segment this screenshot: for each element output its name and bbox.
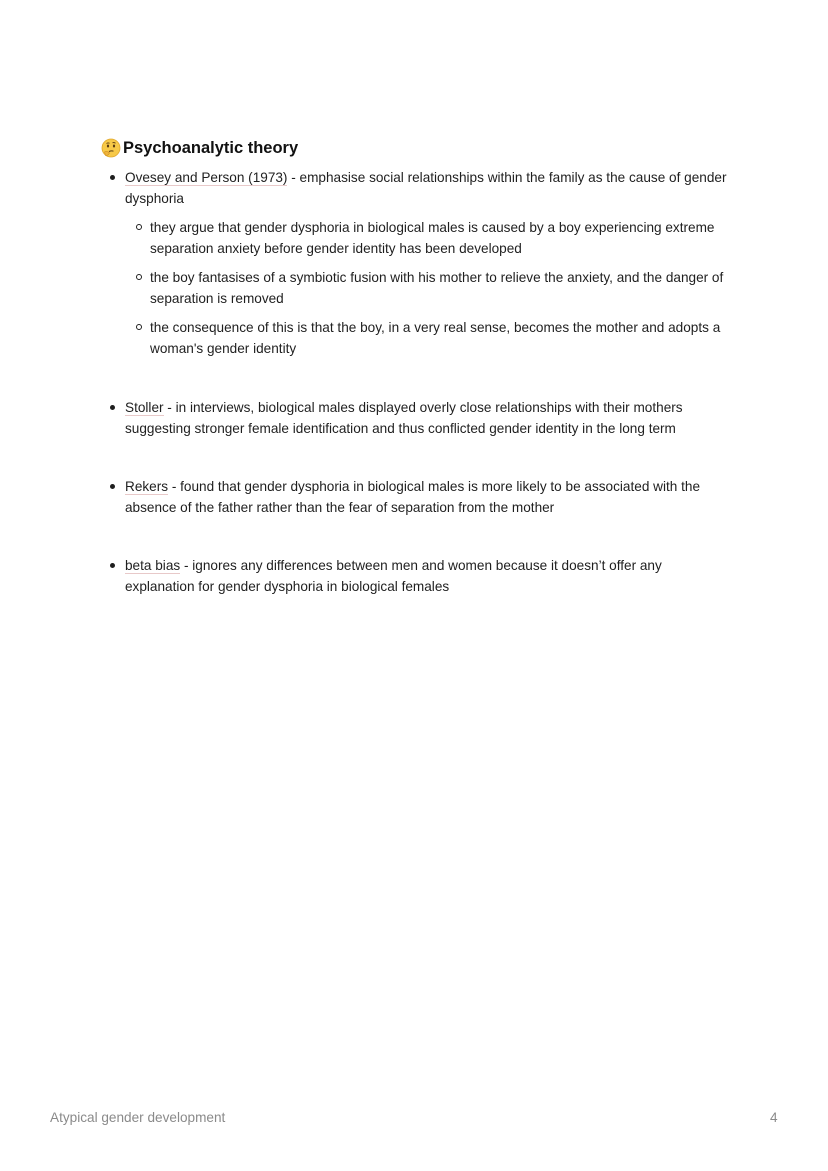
item-text: - in interviews, biological males displayed overly close relationships with their mothers suggesting stronger female identification and thus conflicted gender identity in the long term [125,400,683,436]
footer-document-title: Atypical gender development [50,1110,226,1125]
sub-bullet-circle [136,324,142,330]
sub-list-item [150,217,735,259]
sub-list-item [150,267,735,309]
bullet-list [125,476,735,518]
bullet-list [125,397,735,439]
item-text: - emphasise social relationships within the family as the cause of gender dysphoria [125,170,727,206]
item-text: - ignores any differences between men and women because it doesn’t offer any explanation for gender dysphoria in biological females [125,558,662,594]
item-term: Rekers [125,479,169,494]
sub-item-text: the consequence of this is that the boy, in a very real sense, becomes the mother and adopts a woman's gender identity [150,320,721,356]
list-item [125,555,735,597]
sub-bullet-circle [136,224,142,230]
item-term: Ovesey and Person (1973) [125,170,288,185]
sub-item-text: the boy fantasises of a symbiotic fusion with his mother to relieve the anxiety, and the danger of separation is removed [150,270,724,306]
item-text: - found that gender dysphoria in biological males is more likely to be associated with the absence of the father rather than the fear of separation from the mother [125,479,701,515]
bullet-dot [110,563,115,568]
sub-item-text: they argue that gender dysphoria in biological males is caused by a boy experiencing extreme separation anxiety before gender identity has been developed [150,220,715,256]
item-term: beta bias [125,558,181,573]
sub-list-item [150,317,735,359]
list-item [125,397,735,439]
footer-page-number: 4 [770,1110,778,1125]
bullet-list [125,167,735,359]
bullet-list [125,555,735,597]
bullet-dot [110,405,115,410]
bullet-dot [110,175,115,180]
thinking-face-icon [101,138,121,158]
section-heading [101,138,298,158]
item-term: Stoller [125,400,164,415]
list-item [125,476,735,518]
list-item [125,167,735,359]
section-title: Psychoanalytic theory [123,138,299,157]
bullet-dot [110,484,115,489]
sub-bullet-circle [136,274,142,280]
